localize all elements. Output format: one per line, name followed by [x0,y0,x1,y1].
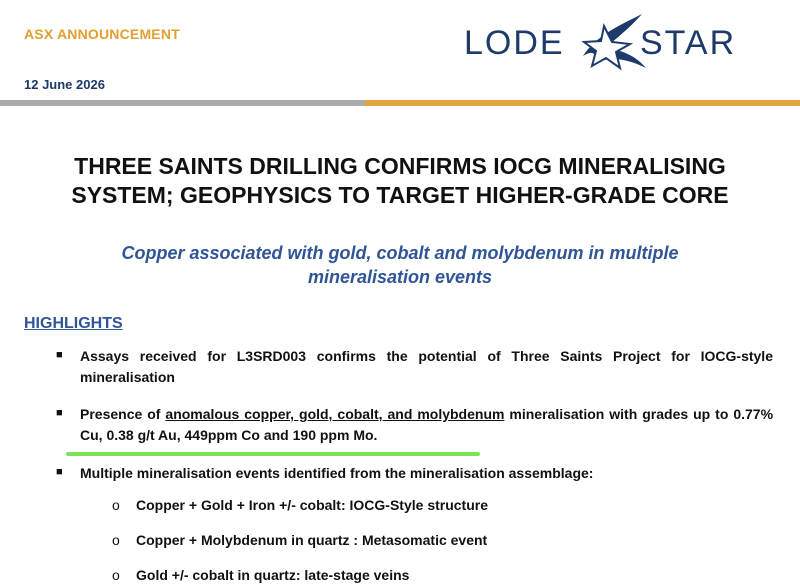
circle-bullet-icon: o [112,567,120,583]
bullet-square-icon: ■ [56,466,63,478]
highlights-heading: HIGHLIGHTS [24,315,123,332]
announcement-label: ASX ANNOUNCEMENT [24,26,180,42]
sub-bullet-3: Gold +/- cobalt in quartz: late-stage veins [136,567,410,583]
announcement-date: 12 June 2026 [24,77,105,92]
bullet-square-icon: ■ [56,349,63,361]
title-line-1: THREE SAINTS DRILLING CONFIRMS IOCG MINERALISING [74,153,726,179]
logo-text-left: LODE [464,24,565,62]
bullet-2-underlined: anomalous copper, gold, cobalt, and molybdenum [165,406,505,422]
green-highlight-line [66,452,480,456]
star-swoosh-icon [583,14,646,68]
sub-bullet-1: Copper + Gold + Iron +/- cobalt: IOCG-Style structure [136,497,488,513]
title-line-2: SYSTEM; GEOPHYSICS TO TARGET HIGHER-GRADE CORE [71,182,729,208]
header-rule-gold [365,100,800,106]
document-title [20,152,780,210]
subtitle-line-1: Copper associated with gold, cobalt and molybdenum in multiple [121,243,679,263]
subtitle-line-2: mineralisation events [307,267,493,287]
bullet-2-pre: Presence of [80,406,166,422]
highlight-bullet-2 [80,404,773,446]
document-subtitle [20,241,780,289]
logo-text-right: STAR [640,24,737,62]
bullet-2-post: mineralisation with grades up to 0.77% Cu, 0.38 g/t Au, 449ppm Co and 190 ppm Mo. [80,406,774,443]
bullet-square-icon: ■ [56,407,63,419]
lodestar-logo [446,6,764,78]
highlight-bullet-3: Multiple mineralisation events identified from the mineralisation assemblage: [80,465,594,481]
header-rule-grey [0,100,365,106]
circle-bullet-icon: o [112,497,120,513]
circle-bullet-icon: o [112,532,120,548]
highlight-bullet-1: Assays received for L3SRD003 confirms the potential of Three Saints Project for IOCG-style mineralisation [80,348,773,385]
sub-bullet-2: Copper + Molybdenum in quartz : Metasomatic event [136,532,488,548]
